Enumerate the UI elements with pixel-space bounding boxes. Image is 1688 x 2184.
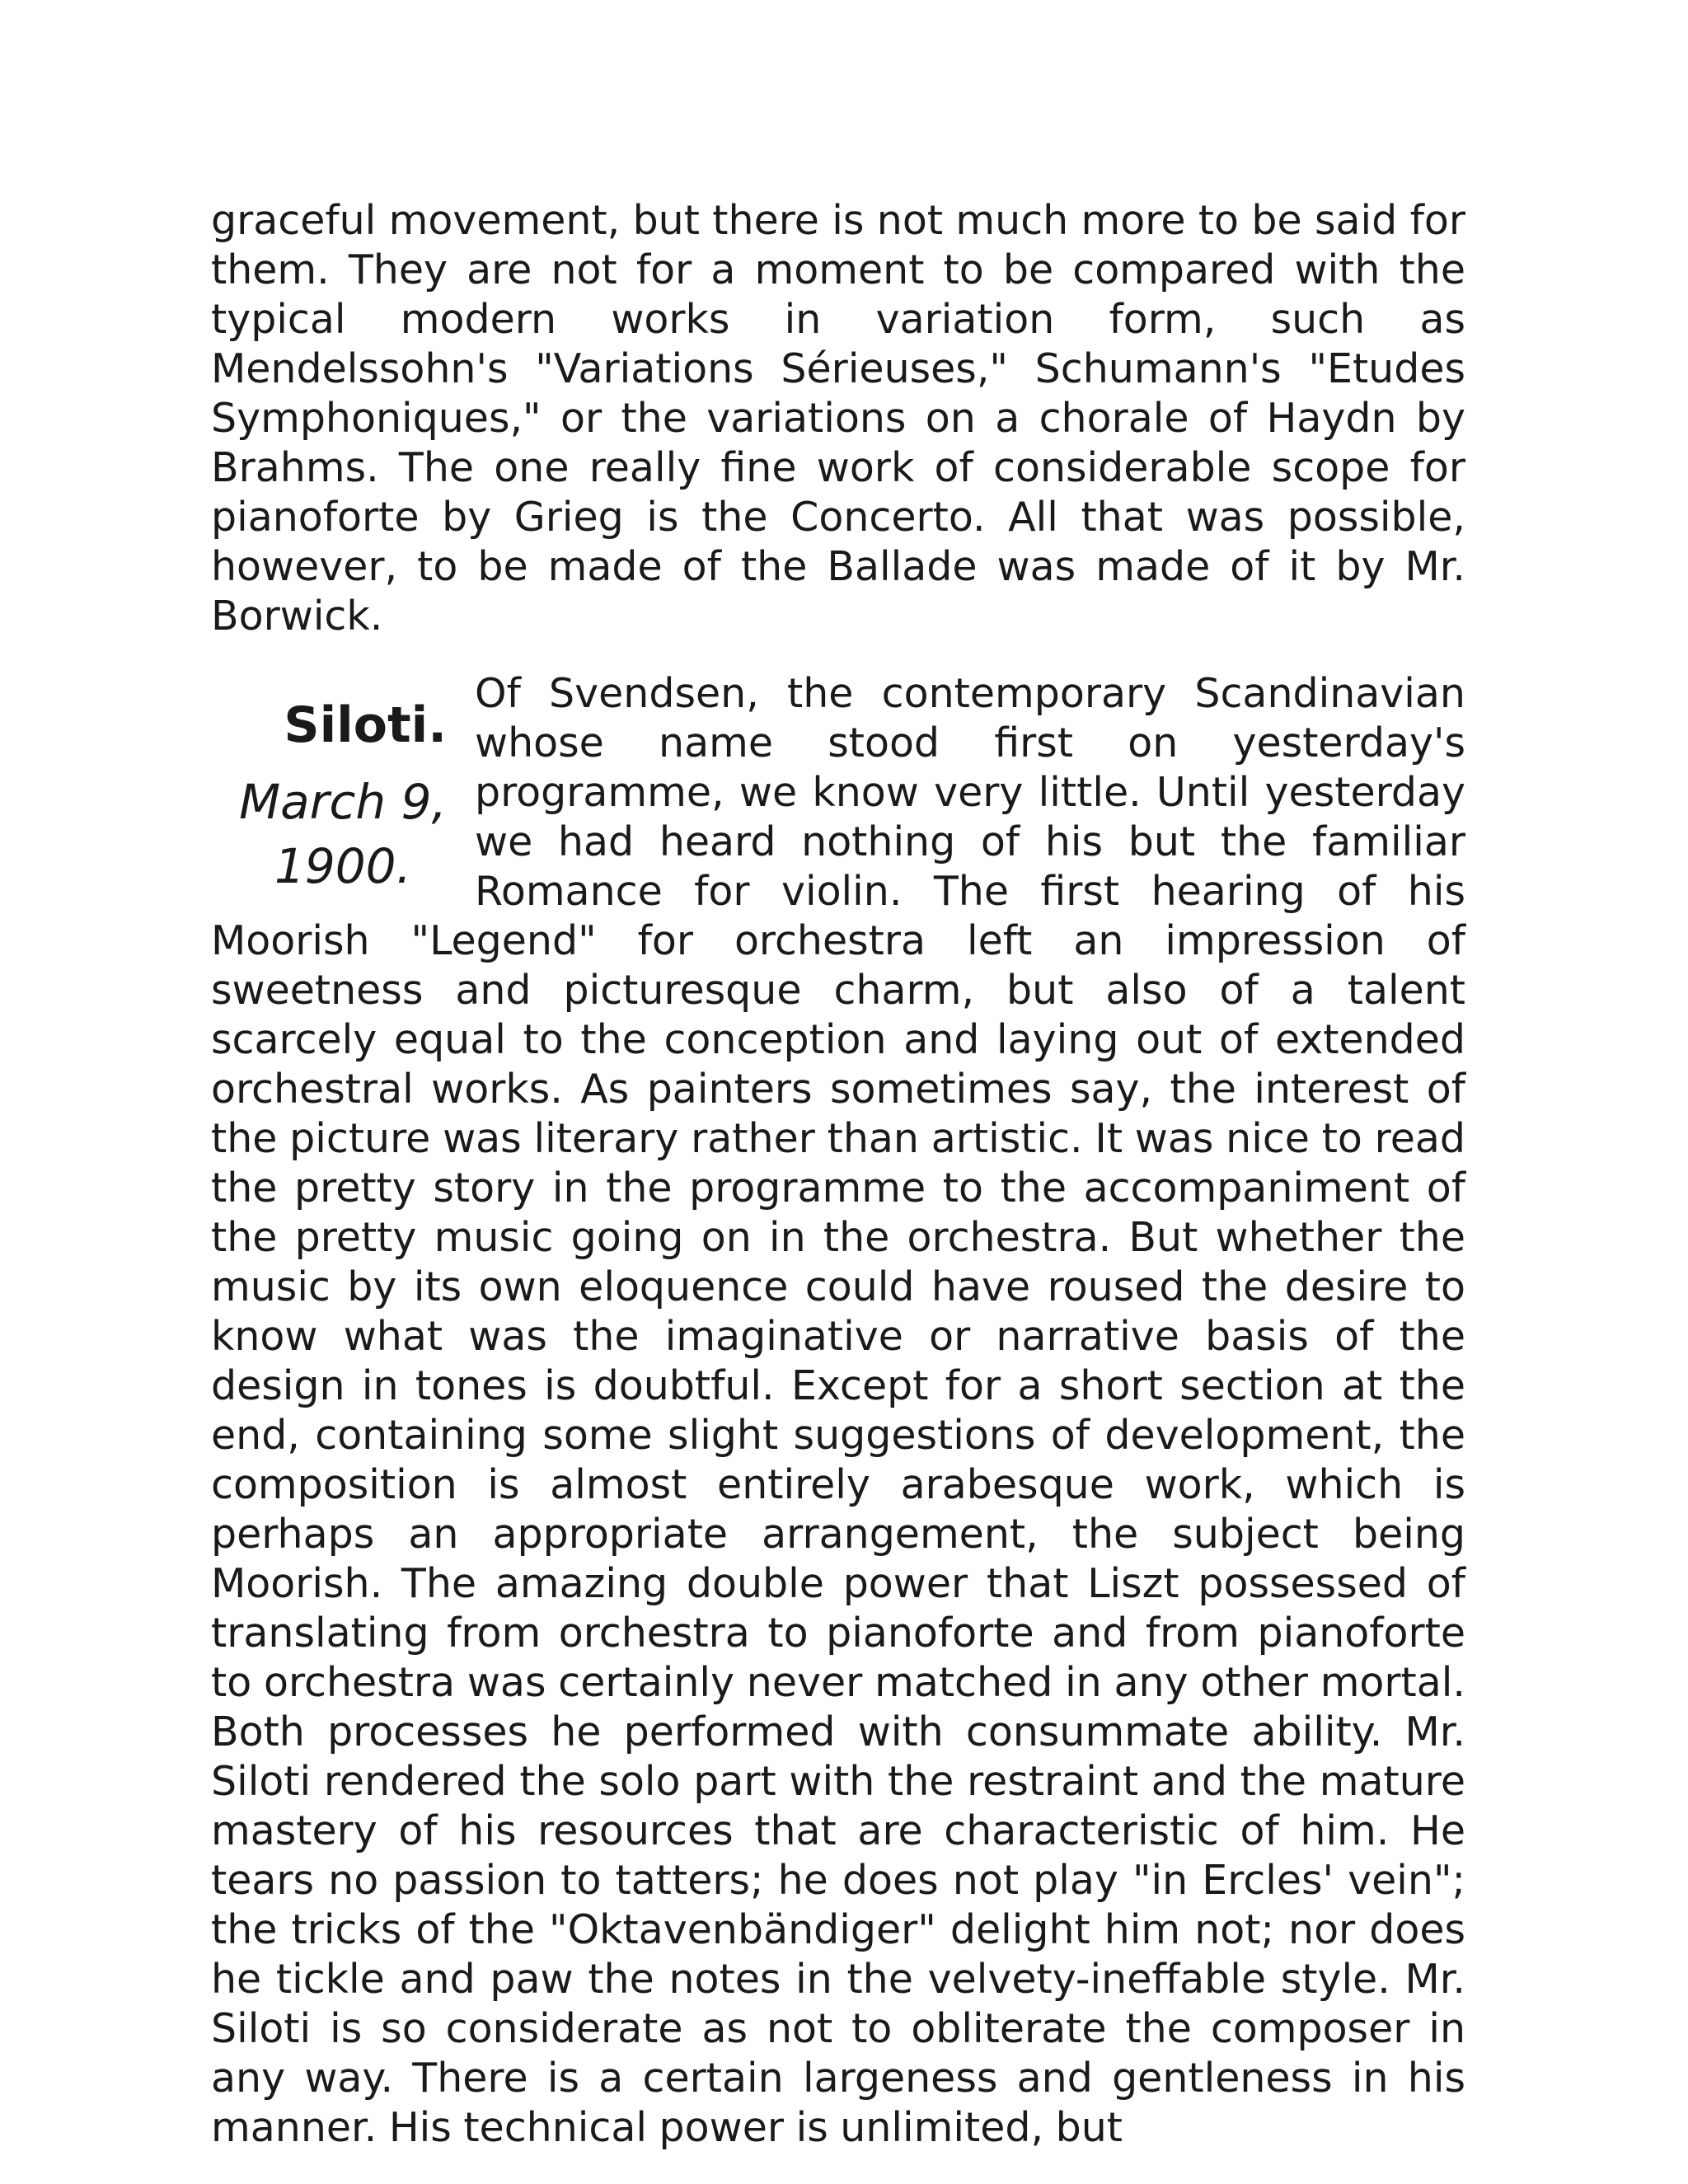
page-body — [211, 196, 1465, 2153]
marginal-note — [211, 696, 458, 898]
marginal-note-date — [227, 770, 458, 898]
marginal-note-date-line-2: 1900. — [274, 838, 412, 894]
paragraph-svendsen: Of Svendsen, the contemporary Scandinavian whose name stood first on yesterday's programme, we know very little. Until yesterday we had heard nothing of his but the familiar Romance for violin. The first hearing of his Moorish "Legend" for orchestra left an impression of sweetness and picturesque charm, but also of a talent scarcely equal to the conception and laying out of extended orchestral works. As painters sometimes say, the interest of the picture was literary rather than artistic. It was nice to read the pretty story in the programme to the accompaniment of the pretty music going on in the orchestra. But whether the music by its own eloquence could have roused the desire to know what was the imaginative or narrative basis of the design in tones is doubtful. Except for a short section at the end, containing some slight suggestions of development, the composition is almost entirely arabesque work, which is perhaps an appropriate arrangement, the subject being Moorish. The amazing double power that Liszt possessed of translating from orchestra to pianoforte and from pianoforte to orchestra was certainly never matched in any other mortal. Both processes he performed with consummate ability. Mr. Siloti rendered the solo part with the restraint and the mature mastery of his resources that are characteristic of him. He tears no passion to tatters; he does not play "in Ercles' vein"; the tricks of the "Oktavenbändiger" delight him not; nor does he tickle and paw the notes in the velvety-ineffable style. Mr. Siloti is so considerate as not to obliterate the composer in any way. There is a certain largeness and gentleness in his manner. His technical power is unlimited, but — [211, 670, 1465, 2151]
marginal-note-date-line-1: March 9, — [239, 774, 447, 830]
marginal-note-title: Siloti. — [284, 696, 447, 754]
article-siloti — [211, 669, 1465, 2153]
paragraph-continued: graceful movement, but there is not much more to be said for them. They are not for a moment to be compared with the typical modern works in variation form, such as Mendelssohn's "Variations Sérieuses," Schumann's "Etudes Symphoniques," or the variations on a chorale of Haydn by Brahms. The one really fine work of considerable scope for pianoforte by Grieg is the Concerto. All that was possible, however, to be made of the Ballade was made of it by Mr. Borwick. — [211, 197, 1465, 640]
